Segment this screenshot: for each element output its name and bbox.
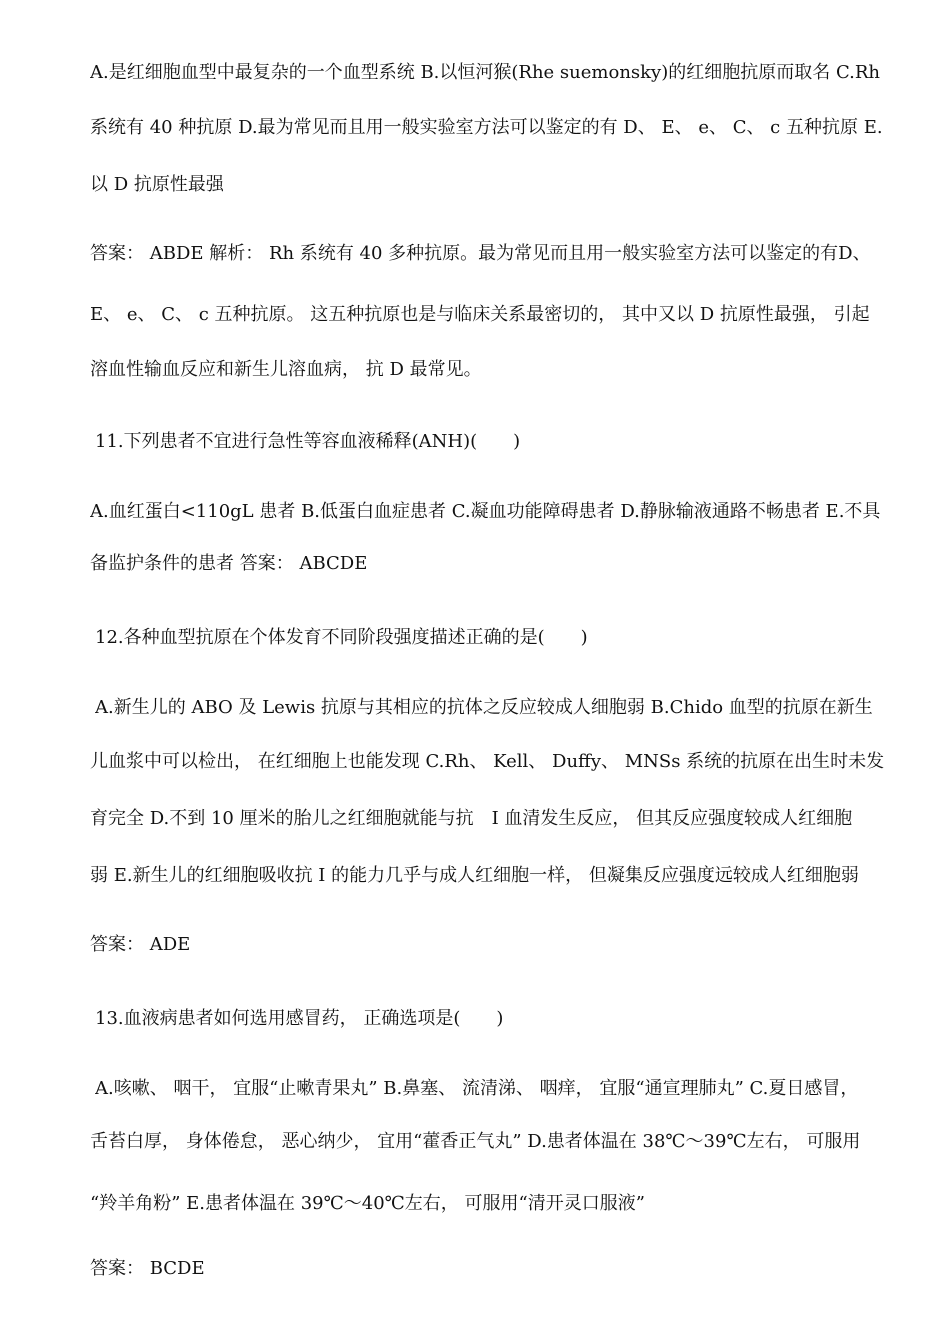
option-line: 弱 E.新生儿的红细胞吸收抗 I 的能力几乎与成人红细胞一样， 但凝集反应强度远较成人红细胞弱: [90, 865, 859, 886]
answer-line: 答案： ABDE 解析： Rh 系统有 40 多种抗原。最为常见而且用一般实验室方法可以鉴定的有D、: [90, 243, 871, 264]
answer-line: 答案： BCDE: [90, 1258, 205, 1279]
question-11: 11.下列患者不宜进行急性等容血液稀释(ANH)( ): [95, 431, 521, 452]
option-line: 育完全 D.不到 10 厘米的胎儿之红细胞就能与抗 I 血清发生反应， 但其反应强度较成人红细胞: [90, 808, 853, 829]
explanation-line: 溶血性输血反应和新生儿溶血病， 抗 D 最常见。: [90, 359, 482, 380]
option-line: A.血红蛋白<110gL 患者 B.低蛋白血症患者 C.凝血功能障碍患者 D.静脉输液通路不畅患者 E.不具: [90, 501, 881, 522]
option-line: 系统有 40 种抗原 D.最为常见而且用一般实验室方法可以鉴定的有 D、 E、 e、 C、 c 五种抗原 E.: [90, 117, 883, 138]
option-line: A.咳嗽、 咽干， 宜服“止嗽青果丸” B.鼻塞、 流清涕、 咽痒， 宜服“通宣理肺丸” C.夏日感冒，: [95, 1078, 859, 1099]
option-line: 以 D 抗原性最强: [90, 174, 224, 195]
question-12: 12.各种血型抗原在个体发育不同阶段强度描述正确的是( ): [95, 627, 588, 648]
explanation-line: E、 e、 C、 c 五种抗原。 这五种抗原也是与临床关系最密切的， 其中又以 D 抗原性最强， 引起: [90, 304, 870, 325]
option-line: A.是红细胞血型中最复杂的一个血型系统 B.以恒河猴(Rhe suemonsky)的红细胞抗原而取名 C.Rh: [90, 62, 880, 83]
option-line: “羚羊角粉” E.患者体温在 39℃～40℃左右， 可服用“清开灵口服液”: [90, 1193, 645, 1214]
option-line: 儿血浆中可以检出， 在红细胞上也能发现 C.Rh、 Kell、 Duffy、 MNSs 系统的抗原在出生时未发: [90, 751, 885, 772]
option-line: 舌苔白厚， 身体倦怠， 恶心纳少， 宜用“藿香正气丸” D.患者体温在 38℃～39℃左右， 可服用: [90, 1131, 861, 1152]
answer-line: 答案： ADE: [90, 934, 191, 955]
option-line: A.新生儿的 ABO 及 Lewis 抗原与其相应的抗体之反应较成人细胞弱 B.Chido 血型的抗原在新生: [95, 697, 873, 718]
answer-line: 备监护条件的患者 答案： ABCDE: [90, 553, 368, 574]
question-13: 13.血液病患者如何选用感冒药， 正确选项是( ): [95, 1008, 504, 1029]
